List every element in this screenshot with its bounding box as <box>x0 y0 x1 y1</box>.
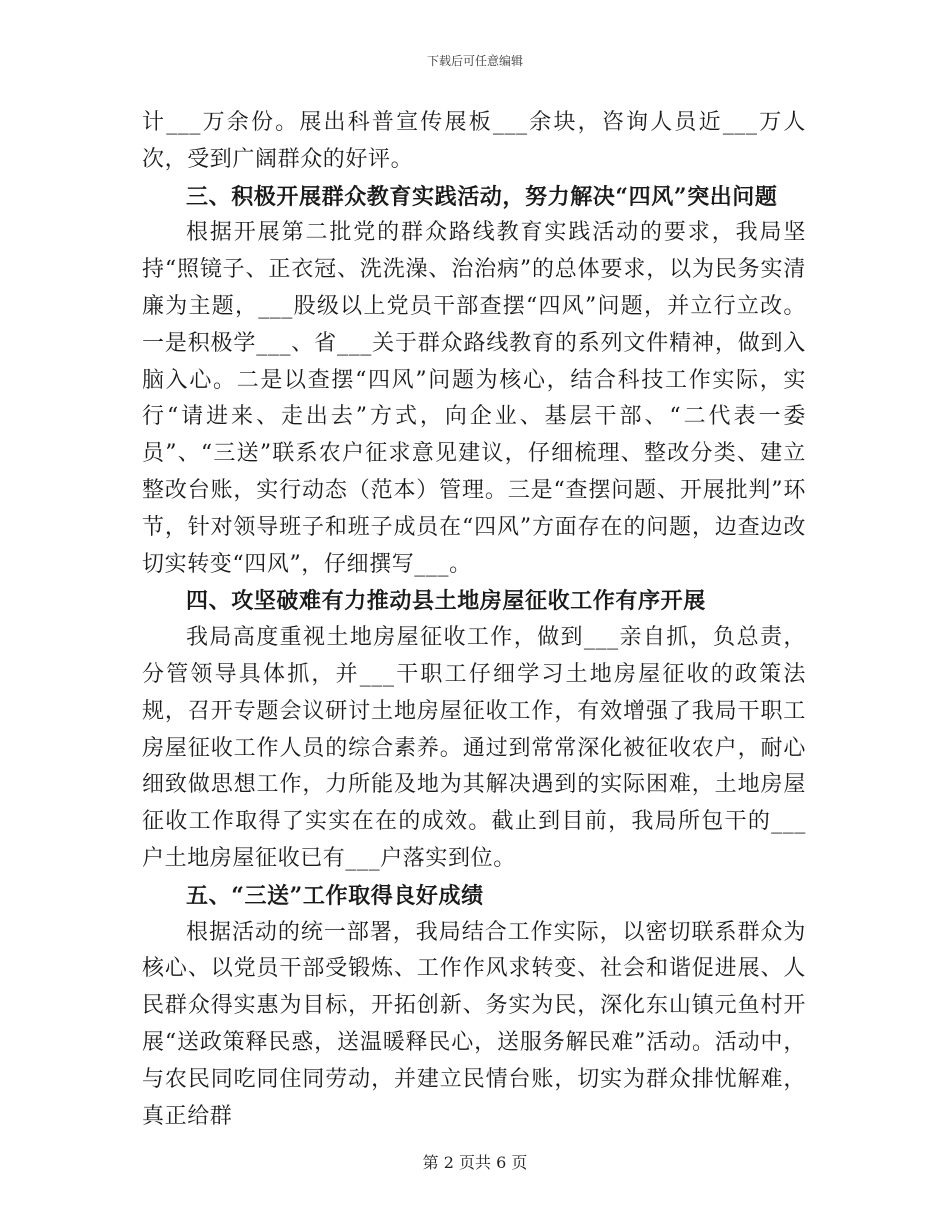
document-body <box>142 105 806 1135</box>
paragraph-section-5: 根据活动的统一部署，我局结合工作实际，以密切联系群众为核心、以党员干部受锻炼、工作作风求转变、社会和谐促进展、人民群众得实惠为目标，开拓创新、务实为民，深化东山镇元鱼村开展“送政策释民惑，送温暖释民心，送服务解民难”活动。活动中，与农民同吃同住同劳动，并建立民情台账，切实为群众排忧解难，真正给群 <box>142 919 806 1129</box>
section-heading-3: 三、积极开展群众教育实践活动，努力解决“四风”突出问题 <box>186 183 778 210</box>
paragraph-section-4: 我局高度重视土地房屋征收工作，做到___亲自抓，负总责，分管领导具体抓，并___干职工仔细学习土地房屋征收的政策法规，召开专题会议研讨土地房屋征收工作，有效增强了我局干职工房屋征收工作人员的综合素养。通过到常常深化被征收农户，耐心细致做思想工作，力所能及地为其解决遇到的实际困难，土地房屋征收工作取得了实实在在的成效。截止到目前，我局所包干的___户土地房屋征收已有___户落实到位。 <box>142 625 806 871</box>
section-heading-4: 四、攻坚破难有力推动县土地房屋征收工作有序开展 <box>186 588 706 615</box>
page-footer: 第 2 页共 6 页 <box>422 1153 528 1172</box>
paragraph-section-3: 根据开展第二批党的群众路线教育实践活动的要求，我局坚持“照镜子、正衣冠、洗洗澡、治治病”的总体要求，以为民务实清廉为主题，___股级以上党员干部查摆“四风”问题，并立行立改。一是积极学___、省___关于群众路线教育的系列文件精神，做到入脑入心。二是以查摆“四风”问题为核心，结合科技工作实际，实行“请进来、走出去”方式，向企业、基层干部、“二代表一委员”、“三送”联系农户征求意见建议，仔细梳理、整改分类、建立整改台账，实行动态（范本）管理。三是“查摆问题、开展批判”环节，针对领导班子和班子成员在“四风”方面存在的问题，边查边改切实转变“四风”，仔细撰写___。 <box>142 220 806 577</box>
paragraph-continued: 计___万余份。展出科普宣传展板___余块，咨询人员近___万人次，受到广阔群众的好评。 <box>142 110 806 172</box>
page-header: 下载后可任意编辑 <box>426 54 523 68</box>
section-heading-5: 五、“三送”工作取得良好成绩 <box>186 882 484 909</box>
